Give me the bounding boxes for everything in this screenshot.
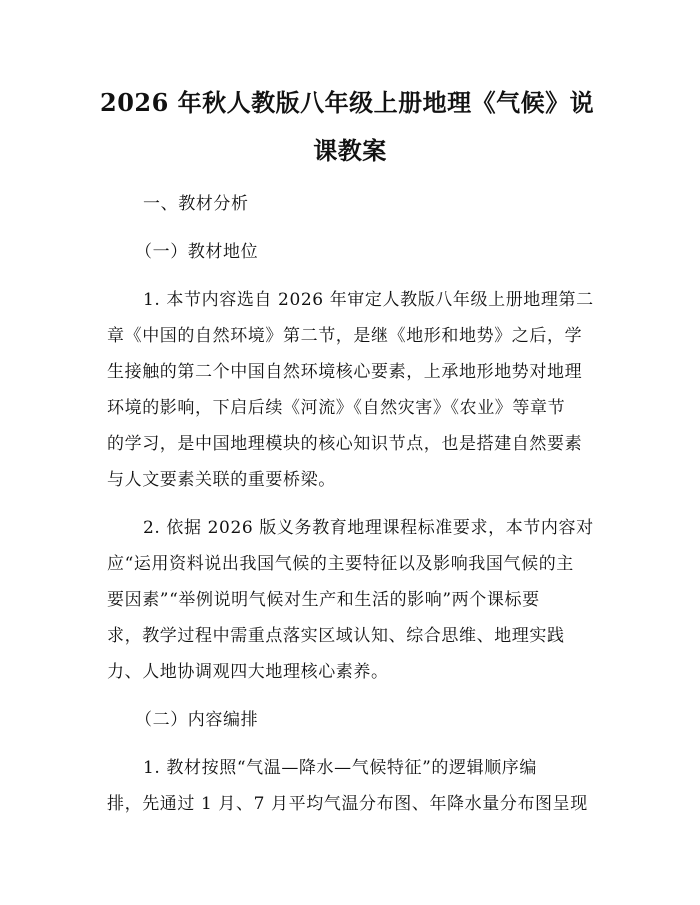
subsection-heading-2: （二）内容编排 [135, 710, 259, 730]
title-line-2: 课教案 [313, 136, 387, 165]
paragraph-line: 与人文要素关联的重要桥梁。 [107, 470, 336, 490]
paragraph-line: 环境的影响，下启后续《河流》《自然灾害》《农业》等章节 [107, 398, 566, 418]
paragraph-line: 2. 依据 2026 版义务教育地理课程标准要求，本节内容对 [143, 518, 594, 538]
section-heading-1: 一、教材分析 [143, 194, 249, 214]
title-line-1: 2026 年秋人教版八年级上册地理《气候》说 [100, 88, 595, 117]
paragraph-line: 章《中国的自然环境》第二节，是继《地形和地势》之后，学 [107, 326, 583, 346]
subsection-heading-1: （一）教材地位 [135, 242, 259, 262]
paragraph-line: 力、人地协调观四大地理核心素养。 [107, 662, 389, 682]
paragraph-line: 的学习，是中国地理模块的核心知识节点，也是搭建自然要素 [107, 434, 583, 454]
paragraph-line: 应“运用资料说出我国气候的主要特征以及影响我国气候的主 [107, 554, 574, 574]
paragraph-line: 生接触的第二个中国自然环境核心要素，上承地形地势对地理 [107, 362, 583, 382]
paragraph-line: 1. 教材按照“气温—降水—气候特征”的逻辑顺序编 [143, 758, 538, 778]
paragraph-line: 要因素”“举例说明气候对生产和生活的影响”两个课标要 [107, 590, 540, 610]
paragraph-line: 1. 本节内容选自 2026 年审定人教版八年级上册地理第二 [143, 290, 594, 310]
paragraph-line: 求，教学过程中需重点落实区域认知、综合思维、地理实践 [107, 626, 565, 646]
paragraph-line: 排，先通过 1 月、7 月平均气温分布图、年降水量分布图呈现 [107, 794, 588, 814]
